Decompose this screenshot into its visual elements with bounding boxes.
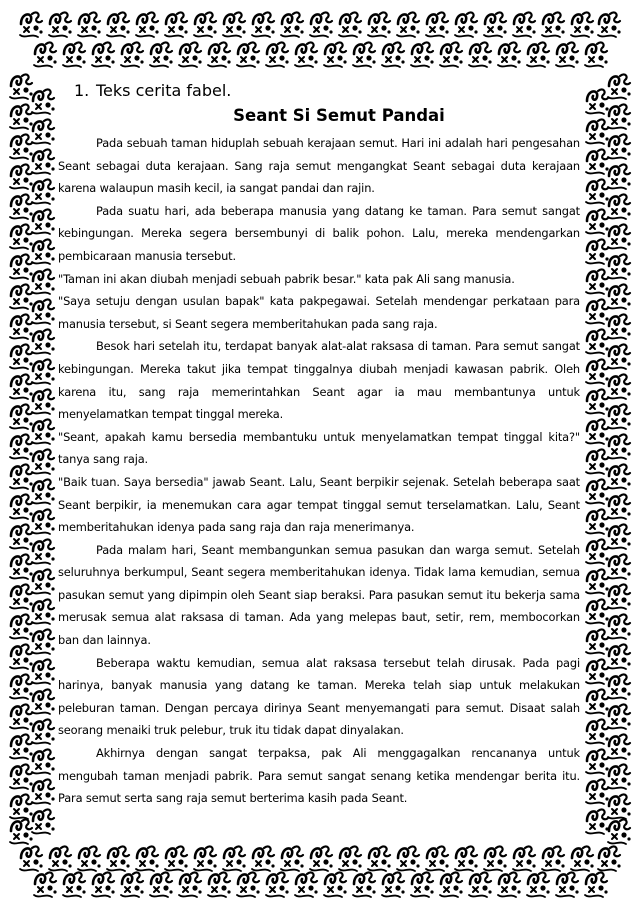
story-paragraph: "Saya setuju dengan usulan bapak" kata pakpegawai. Setelah mendengar perkataan para manusia tersebut, si Seant segera memberitahukan pada sang raja.	[58, 294, 580, 331]
story-paragraph: Pada malam hari, Seant membangunkan semua pasukan dan warga semut. Setelah seluruhnya berkumpul, Seant segera memberitahukan idenya. Tidak lama kemudian, semua pasukan semut yang dipimpin oleh Seant siap beraksi. Para pasukan semut itu bekerja sama merusak semua alat raksasa di taman. Ada yang melepas baut, setir, rem, membocorkan ban dan lainnya.	[58, 542, 580, 648]
story-paragraph: "Baik tuan. Saya bersedia" jawab Seant. Lalu, Seant berpikir sejenak. Setelah beberapa saat Seant berpikir, ia menemukan cara agar tempat tinggal semut terselamatkan. Lalu, Seant memberitahukan idenya pada sang raja dan raja menerimanya.	[58, 474, 580, 535]
story-paragraph: Beberapa waktu kemudian, semua alat raksasa tersebut telah dirusak. Pada pagi harinya, banyak manusia yang datang ke taman. Mereka telah siap untuk melakukan peleburan taman. Dengan percaya dirinya Seant menyemangati para semut. Disaat salah seorang menaiki truk pelebur, truk itu tidak dapat dinyalakan.	[58, 655, 580, 738]
section-number: 1.	[74, 81, 90, 100]
story-paragraph: Besok hari setelah itu, terdapat banyak alat-alat raksasa di taman. Para semut sangat kebingungan. Mereka takut jika tempat tinggalnya diubah menjadi kawasan pabrik. Oleh karena itu, sang raja memerintahkan Seant agar ia mau membantunya untuk menyelamatkan tempat tinggal mereka.	[58, 339, 580, 422]
story-paragraph: Pada sebuah taman hiduplah sebuah kerajaan semut. Hari ini adalah hari pengesahan Seant sebagai duta kerajaan. Sang raja semut mengangkat Seant sebagai duta kerajaan karena walaupun masih kecil, ia sangat pandai dan rajin.	[58, 136, 580, 196]
section-heading	[74, 78, 580, 104]
document-body	[58, 78, 580, 838]
story-title: Seant Si Semut Pandai	[233, 106, 445, 125]
story-paragraph: "Seant, apakah kamu bersedia membantuku untuk menyelamatkan tempat tinggal kita?" tanya sang raja.	[58, 429, 580, 467]
story-paragraph: Akhirnya dengan sangat terpaksa, pak Ali menggagalkan rencananya untuk mengubah taman menjadi pabrik. Para semut sangat senang ketika mendengar berita itu. Para semut serta sang raja semut berterima kasih pada Seant.	[58, 746, 580, 806]
section-heading-text: Teks cerita fabel.	[96, 81, 232, 100]
story-paragraph: "Taman ini akan diubah menjadi sebuah pabrik besar." kata pak Ali sang manusia.	[58, 271, 515, 286]
story-paragraph: Pada suatu hari, ada beberapa manusia yang datang ke taman. Para semut sangat kebingungan. Mereka segera bersembunyi di balik pohon. Lalu, mereka mendengarkan pembicaraan manusia tersebut.	[58, 203, 580, 263]
story-text	[58, 132, 580, 810]
